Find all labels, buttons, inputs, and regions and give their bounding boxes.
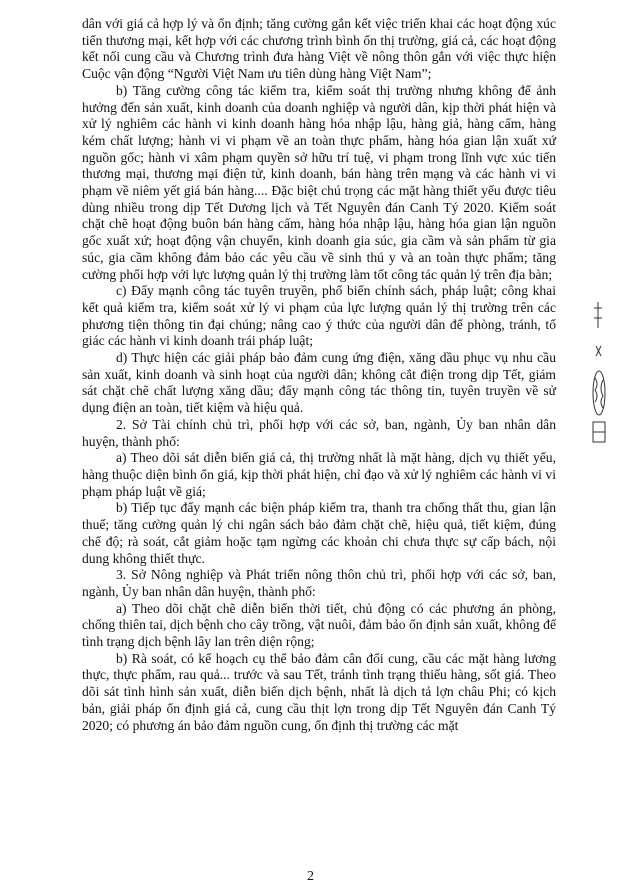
paragraph-3a-weather-disease: a) Theo dõi chặt chẽ diễn biến thời tiết, chủ động có các phương án phòng, chống thiên tai, dịch bệnh cho cây trồng, vật nuôi, đảm bảo ổn định sản xuất, không để tình trạng dịch bệnh lây lan trên diện rộng; — [82, 600, 556, 650]
paragraph-1b-market-control: b) Tăng cường công tác kiểm tra, kiểm soát thị trường nhưng không để ảnh hưởng đến sản xuất, kinh doanh của doanh nghiệp và người dân, kịp thời phát hiện và xử lý nghiêm các hành vi kinh doanh hàng hóa nhập lậu, hàng giả, hàng cấm, hàng kém chất lượng; hành vi vi phạm về an toàn thực phẩm, hàng hóa gian lận xuất xứ nguồn gốc; hành vi xâm phạm quyền sở hữu trí tuệ, vi phạm trong lĩnh vực xúc tiến thương mại, thương mại điện tử, kinh doanh, bán hàng trên mạng và các hành vi vi phạm về niêm yết giá bán hàng.... Đặc biệt chú trọng các mặt hàng thiết yếu được tiêu dùng nhiều trong dịp Tết Dương lịch và Tết Nguyên đán Canh Tý 2020. Kiểm soát chặt chẽ hoạt động buôn bán hàng cấm, hàng hóa nhập lậu, hàng hóa gian lận nguồn gốc xuất xứ; hoạt động vận chuyển, kinh doanh gia súc, gia cầm và sản phẩm từ gia súc, gia cầm không đảm bảo các yêu cầu về sinh thú y và an toàn thực phẩm; tăng cường phối hợp với lực lượng quản lý thị trường làm tốt công tác quản lý trên địa bàn; — [82, 82, 556, 282]
paragraph-intro-continuation: dân với giá cả hợp lý và ổn định; tăng cường gắn kết việc triển khai các hoạt động xúc tiến thương mại, kết hợp với các chương trình bình ổn thị trường, giá cả, các hoạt động kết nối cung cầu và Chương trình đưa hàng Việt về nông thôn gắn với việc thực hiện Cuộc vận động “Người Việt Nam ưu tiên dùng hàng Việt Nam”; — [82, 16, 556, 82]
paragraph-3b-supply-balance: b) Rà soát, có kế hoạch cụ thể bảo đảm cân đối cung, cầu các mặt hàng lương thực, thực phẩm, rau quả... trước và sau Tết, tránh tình trạng thiếu hàng, sốt giá. Theo dõi sát tình hình sản xuất, diễn biến dịch bệnh, nhất là dịch tả lợn châu Phi; có kịch bản, giải pháp ổn định giá cả, cung cầu thịt lợn trong dịp Tết Nguyên đán Canh Tý 2020; có phương án bảo đảm nguồn cung, ổn định thị trường các mặt — [82, 650, 556, 733]
page-number: 2 — [307, 869, 314, 884]
paragraph-3-agriculture-department: 3. Sở Nông nghiệp và Phát triển nông thôn chủ trì, phối hợp với các sở, ban, ngành, Ủy ban nhân dân huyện, thành phố: — [82, 567, 556, 599]
paragraph-1c-propaganda: c) Đẩy mạnh công tác tuyên truyền, phổ biến chính sách, pháp luật; công khai kết quả kiểm tra, kiểm soát xử lý vi phạm của lực lượng quản lý thị trường trên các phương tiện thông tin đại chúng; nâng cao ý thức của người dân để phòng, tránh, tố giác các hành vi kinh doanh trái pháp luật; — [82, 283, 556, 349]
margin-stamp-icon — [588, 298, 610, 446]
paragraph-2-finance-department: 2. Sở Tài chính chủ trì, phối hợp với các sở, ban, ngành, Ủy ban nhân dân huyện, thành phố: — [82, 416, 556, 449]
paragraph-1d-energy-supply: d) Thực hiện các giải pháp bảo đảm cung ứng điện, xăng dầu phục vụ nhu cầu sản xuất, kinh doanh và sinh hoạt của người dân; không cắt điện trong dịp Tết, giám sát chặt chẽ chất lượng xăng dầu; đẩy mạnh công tác thông tin, tuyên truyền về sử dụng điện an toàn, tiết kiệm và hiệu quả. — [82, 350, 556, 416]
paragraph-2a-price-monitoring: a) Theo dõi sát diễn biến giá cả, thị trường nhất là mặt hàng, dịch vụ thiết yếu, hàng thuộc diện bình ổn giá, kịp thời phát hiện, chỉ đạo và xử lý nghiêm các hành vi vi phạm pháp luật về giá; — [82, 450, 556, 499]
body-text — [82, 16, 556, 734]
paragraph-2b-tax-inspection: b) Tiếp tục đẩy mạnh các biện pháp kiểm tra, thanh tra chống thất thu, gian lận thuế; tăng cường quản lý chi ngân sách bảo đảm chặt chẽ, hiệu quả, tiết kiệm, đúng chế độ; rà soát, cắt giảm hoặc tạm ngừng các khoản chi chưa thực sự cấp bách, nội dung không thiết thực. — [82, 500, 556, 566]
